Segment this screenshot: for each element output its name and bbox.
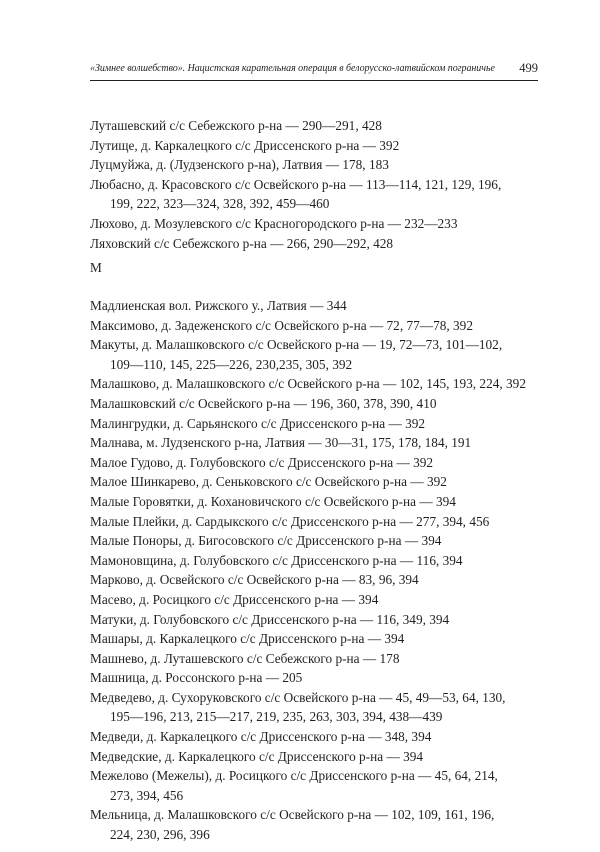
index-entry [90,629,540,649]
index-entry-line: Малые Горовятки, д. Кохановичского с/с Освейского р-на — 394 [90,493,456,509]
index-entry-line: Любасно, д. Красовского с/с Освейского р-на — 113—114, 121, 129, 196, [90,176,502,192]
index-entry-line: Макуты, д. Малашковского с/с Освейского р-на — 19, 72—73, 101—102, [90,337,503,353]
index-block-after [90,296,540,845]
index-entry-line: Медведские, д. Каркалецкого с/с Дриссенского р-на — 394 [90,748,424,764]
index-entry-line: Медведево, д. Сухоруковского с/с Освейского р-на — 45, 49—53, 64, 130, [90,689,506,705]
index-entry [90,570,540,590]
index-entry-line: Матуки, д. Голубовского с/с Дриссенского р-на — 116, 349, 394 [90,611,450,627]
index-entry [90,414,540,434]
index-entry [90,335,540,374]
index-entry-line: Луцмуйжа, д. (Лудзенского р-на), Латвия — 178, 183 [90,157,389,173]
index-block-before [90,116,540,253]
index-entry [90,374,540,394]
section-letter: М [90,260,102,275]
index-entry-line: Люхово, д. Мозулевского с/с Красногородского р-на — 232—233 [90,215,458,231]
index-entry [90,727,540,747]
index-entry [90,136,540,156]
index-entry [90,296,540,316]
index-entry-line: Максимово, д. Задеженского с/с Освейского р-на — 72, 77—78, 392 [90,317,473,333]
index-entry-continuation: 109—110, 145, 225—226, 230,235, 305, 392 [110,356,353,372]
page-number: 499 [519,61,538,75]
index-entry [90,531,540,551]
index-entry [90,453,540,473]
index-entry [90,472,540,492]
index-entry-continuation: 273, 394, 456 [110,787,184,803]
index-entry [90,512,540,532]
index-entry-line: Малое Шинкарево, д. Сеньковского с/с Освейского р-на — 392 [90,474,447,490]
running-header [90,63,538,81]
index-entry-line: Масево, д. Росицкого с/с Дриссенского р-на — 394 [90,591,379,607]
index-entry-line: Луташевский с/с Себежского р-на — 290—291, 428 [90,118,382,133]
index-entry [90,175,540,214]
index-entry-line: Малые Плейки, д. Сардыкского с/с Дриссенского р-на — 277, 394, 456 [90,513,490,529]
index-entry-line: Машнево, д. Луташевского с/с Себежского р-на — 178 [90,650,400,666]
index-entry-line: Машница, д. Россонского р-на — 205 [90,670,303,686]
index-entry [90,116,540,136]
index-entry [90,155,540,175]
header-rule [90,80,538,81]
index-entry-line: Медведи, д. Каркалецкого с/с Дриссенского р-на — 348, 394 [90,729,432,745]
index-entry [90,668,540,688]
index-entry-line: Лутище, д. Каркалецкого с/с Дриссенского р-на — 392 [90,137,400,153]
index-entry [90,214,540,234]
index-entry-line: Мельница, д. Малашковского с/с Освейского р-на — 102, 109, 161, 196, [90,807,495,823]
index-entry-line: Ляховский с/с Себежского р-на — 266, 290—292, 428 [90,235,394,251]
index-entry-line: Марково, д. Освейского с/с Освейского р-на — 83, 96, 394 [90,572,419,588]
index-entry [90,234,540,254]
index-entry [90,551,540,571]
index-entry [90,747,540,767]
index-entry-line: Малнава, м. Лудзенского р-на, Латвия — 30—31, 175, 178, 184, 191 [90,435,472,451]
index-entry [90,492,540,512]
index-entry [90,433,540,453]
index-entry-line: Малашковский с/с Освейского р-на — 196, 360, 378, 390, 410 [90,395,437,411]
index-entry-continuation: 199, 222, 323—324, 328, 392, 459—460 [110,196,330,212]
index-entry [90,649,540,669]
index-entry-line: Машары, д. Каркалецкого с/с Дриссенского р-на — 394 [90,631,405,647]
index-entry [90,610,540,630]
index-entry-line: Мадлиенская вол. Рижского у., Латвия — 344 [90,298,347,313]
index-entry [90,590,540,610]
index-entry [90,688,540,727]
index-entry-line: Малые Поноры, д. Бигосовского с/с Дриссенского р-на — 394 [90,533,442,549]
index-entry [90,316,540,336]
index-entry [90,766,540,805]
index-entry-line: Мамоновщина, д. Голубовского с/с Дриссенского р-на — 116, 394 [90,552,463,568]
index-entry-line: Малое Гудово, д. Голубовского с/с Дриссенского р-на — 392 [90,454,434,470]
index-entry [90,394,540,414]
index-entry [90,805,540,844]
running-title: «Зимнее волшебство». Нацистская карательная операция в белорусско-латвийском пограничье [90,63,495,74]
index-entry-continuation: 224, 230, 296, 396 [110,827,210,843]
index-entry-continuation: 195—196, 213, 215—217, 219, 235, 263, 303, 394, 438—439 [110,709,443,725]
index-entry-line: Межелово (Межелы), д. Росицкого с/с Дриссенского р-на — 45, 64, 214, [90,768,498,784]
index-entry-line: Малашково, д. Малашковского с/с Освейского р-на — 102, 145, 193, 224, 392 [90,376,526,392]
index-entry-line: Малингрудки, д. Сарьянского с/с Дриссенского р-на — 392 [90,415,426,431]
